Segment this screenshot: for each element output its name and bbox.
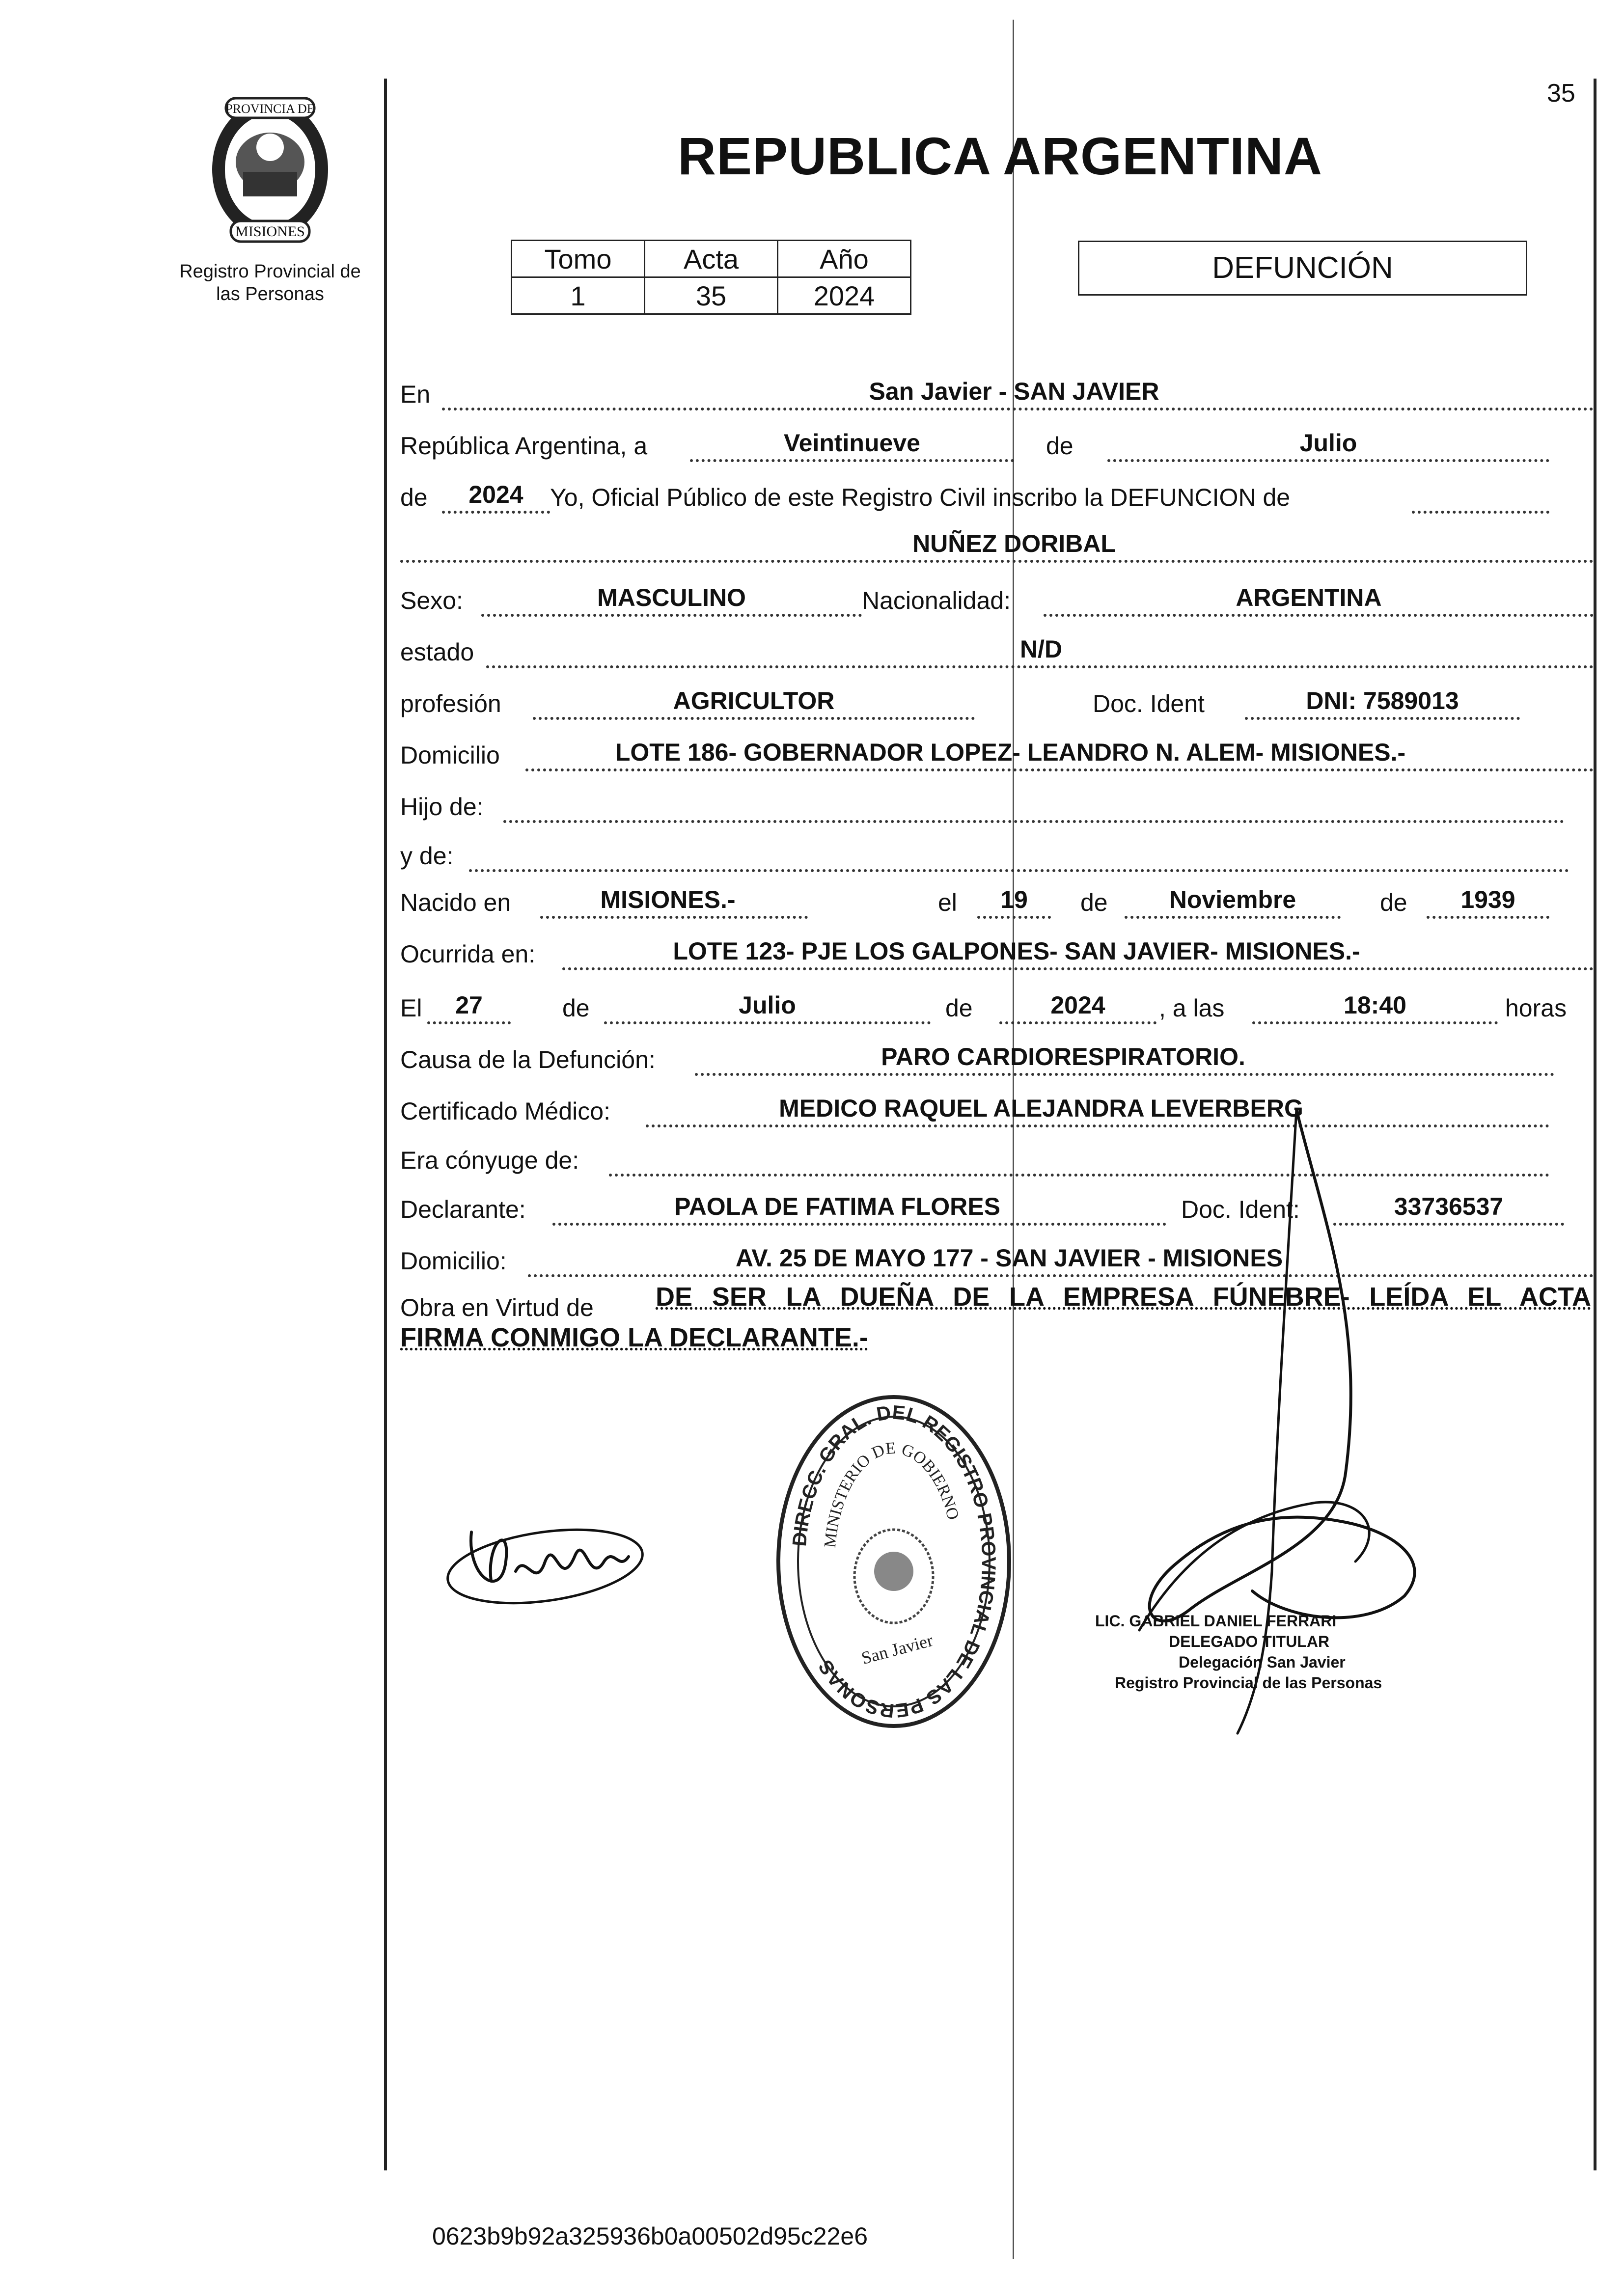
row-conyuge: Era cónyuge de: xyxy=(400,1129,1594,1179)
row-oficial: de 2024 Yo, Oficial Público de este Registro Civil inscribo la DEFUNCION de xyxy=(400,466,1594,516)
obra-text-line1: DE SER LA DUEÑA DE LA EMPRESA FÚNEBRE- LEÍDA EL ACTA xyxy=(656,1282,1591,1312)
place-value: San Javier - SAN JAVIER xyxy=(869,378,1159,405)
officer-name: LIC. GABRIEL DANIEL FERRARI xyxy=(1095,1612,1337,1630)
stamp-inner-text: MINISTERIO DE GOBIERNO xyxy=(821,1439,963,1549)
row-en: En San Javier - SAN JAVIER xyxy=(400,363,1594,412)
sexo-value: MASCULINO xyxy=(597,584,746,611)
declarante-value: PAOLA DE FATIMA FLORES xyxy=(674,1193,1000,1220)
left-margin-line xyxy=(384,79,387,2170)
right-margin-line xyxy=(1594,79,1596,2170)
row-domicilio-declarante: Domicilio: AV. 25 DE MAYO 177 - SAN JAVIER - MISIONES xyxy=(400,1230,1594,1279)
nacido-en-value: MISIONES.- xyxy=(600,886,736,913)
month-value: Julio xyxy=(1299,429,1357,457)
row-domicilio: Domicilio LOTE 186- GOBERNADOR LOPEZ- LEANDRO N. ALEM- MISIONES.- xyxy=(400,724,1594,773)
page-title: REPUBLICA ARGENTINA xyxy=(678,126,1322,186)
profesion-value: AGRICULTOR xyxy=(673,687,835,714)
officer-office: Delegación San Javier xyxy=(1179,1653,1346,1671)
deceased-name: NUÑEZ DORIBAL xyxy=(912,530,1116,557)
page-number: 35 xyxy=(1547,79,1575,108)
death-month: Julio xyxy=(739,991,796,1019)
birth-month: Noviembre xyxy=(1169,886,1296,913)
row-sexo: Sexo: MASCULINO Nacionalidad: ARGENTINA xyxy=(400,570,1594,619)
declarant-signature xyxy=(442,1503,658,1620)
row-obra: Obra en Virtud de xyxy=(400,1294,594,1321)
domicilio-declarante-value: AV. 25 DE MAYO 177 - SAN JAVIER - MISIONES xyxy=(735,1244,1283,1272)
row-profesion: profesión AGRICULTOR Doc. Ident DNI: 7589013 xyxy=(400,673,1594,722)
officer-registry: Registro Provincial de las Personas xyxy=(1115,1674,1382,1692)
row-name xyxy=(400,516,1594,565)
header-anio: Año xyxy=(778,241,911,277)
value-tomo: 1 xyxy=(512,277,645,314)
row-fecha-defuncion: El 27 de Julio de 2024 , a las 18:40 horas xyxy=(400,977,1594,1026)
registry-name: Registro Provincial de las Personas xyxy=(179,261,361,304)
value-acta: 35 xyxy=(645,277,778,314)
row-ocurrida: Ocurrida en: LOTE 123- PJE LOS GALPONES- SAN JAVIER- MISIONES.- xyxy=(400,923,1594,972)
row-republica: República Argentina, a Veintinueve de Julio xyxy=(400,415,1594,464)
stamp-outer-text: DIRECC. GRAL. DEL REGISTRO PROVINCIAL DE LAS PERSONAS xyxy=(788,1401,1000,1722)
misiones-seal-logo xyxy=(196,88,344,250)
officer-stamp-block xyxy=(1095,1611,1439,1693)
doc-ident-value: DNI: 7589013 xyxy=(1306,687,1459,714)
certificado-value: MEDICO RAQUEL ALEJANDRA LEVERBERG xyxy=(779,1095,1303,1122)
row-certificado: Certificado Médico: MEDICO RAQUEL ALEJANDRA LEVERBERG xyxy=(400,1080,1594,1129)
declarante-doc: 33736537 xyxy=(1394,1193,1504,1220)
death-hour: 18:40 xyxy=(1344,991,1406,1019)
value-anio: 2024 xyxy=(778,277,911,314)
document-type-box: DEFUNCIÓN xyxy=(1078,241,1527,296)
birth-day: 19 xyxy=(1000,886,1028,913)
year-value: 2024 xyxy=(468,481,523,508)
domicilio-value: LOTE 186- GOBERNADOR LOPEZ- LEANDRO N. ALEM- MISIONES.- xyxy=(615,739,1406,766)
header-acta: Acta xyxy=(645,241,778,277)
svg-text:MISIONES: MISIONES xyxy=(235,223,305,240)
document-hash: 0623b9b92a325936b0a00502d95c22e6 xyxy=(432,2222,868,2250)
row-estado: estado N/D xyxy=(400,621,1594,670)
svg-text:MINISTERIO DE GOBIERNO xyxy=(821,1439,963,1548)
death-year: 2024 xyxy=(1050,991,1105,1019)
record-table xyxy=(511,240,911,315)
estado-value: N/D xyxy=(1019,635,1063,663)
ocurrida-en-value: LOTE 123- PJE LOS GALPONES- SAN JAVIER- MISIONES.- xyxy=(673,937,1360,965)
obra-text-line2: FIRMA CONMIGO LA DECLARANTE.- xyxy=(400,1323,868,1352)
row-hijo: Hijo de: xyxy=(400,776,1594,825)
header-tomo: Tomo xyxy=(512,241,645,277)
death-day: 27 xyxy=(455,991,483,1019)
causa-value: PARO CARDIORESPIRATORIO. xyxy=(881,1043,1245,1070)
row-declarante: Declarante: PAOLA DE FATIMA FLORES Doc. Ident: 33736537 xyxy=(400,1179,1594,1228)
row-nacido: Nacido en MISIONES.- el 19 de Noviembre de 1939 xyxy=(400,872,1594,921)
row-yde: y de: xyxy=(400,825,1594,874)
official-stamp xyxy=(771,1390,1017,1733)
row-causa: Causa de la Defunción: PARO CARDIORESPIRATORIO. xyxy=(400,1029,1594,1078)
stamp-place: San Javier xyxy=(859,1630,936,1669)
svg-text:PROVINCIA DE: PROVINCIA DE xyxy=(225,102,315,116)
officer-position: DELEGADO TITULAR xyxy=(1169,1633,1330,1650)
birth-year: 1939 xyxy=(1460,886,1515,913)
nacionalidad-value: ARGENTINA xyxy=(1236,584,1382,611)
day-words: Veintinueve xyxy=(784,429,920,457)
